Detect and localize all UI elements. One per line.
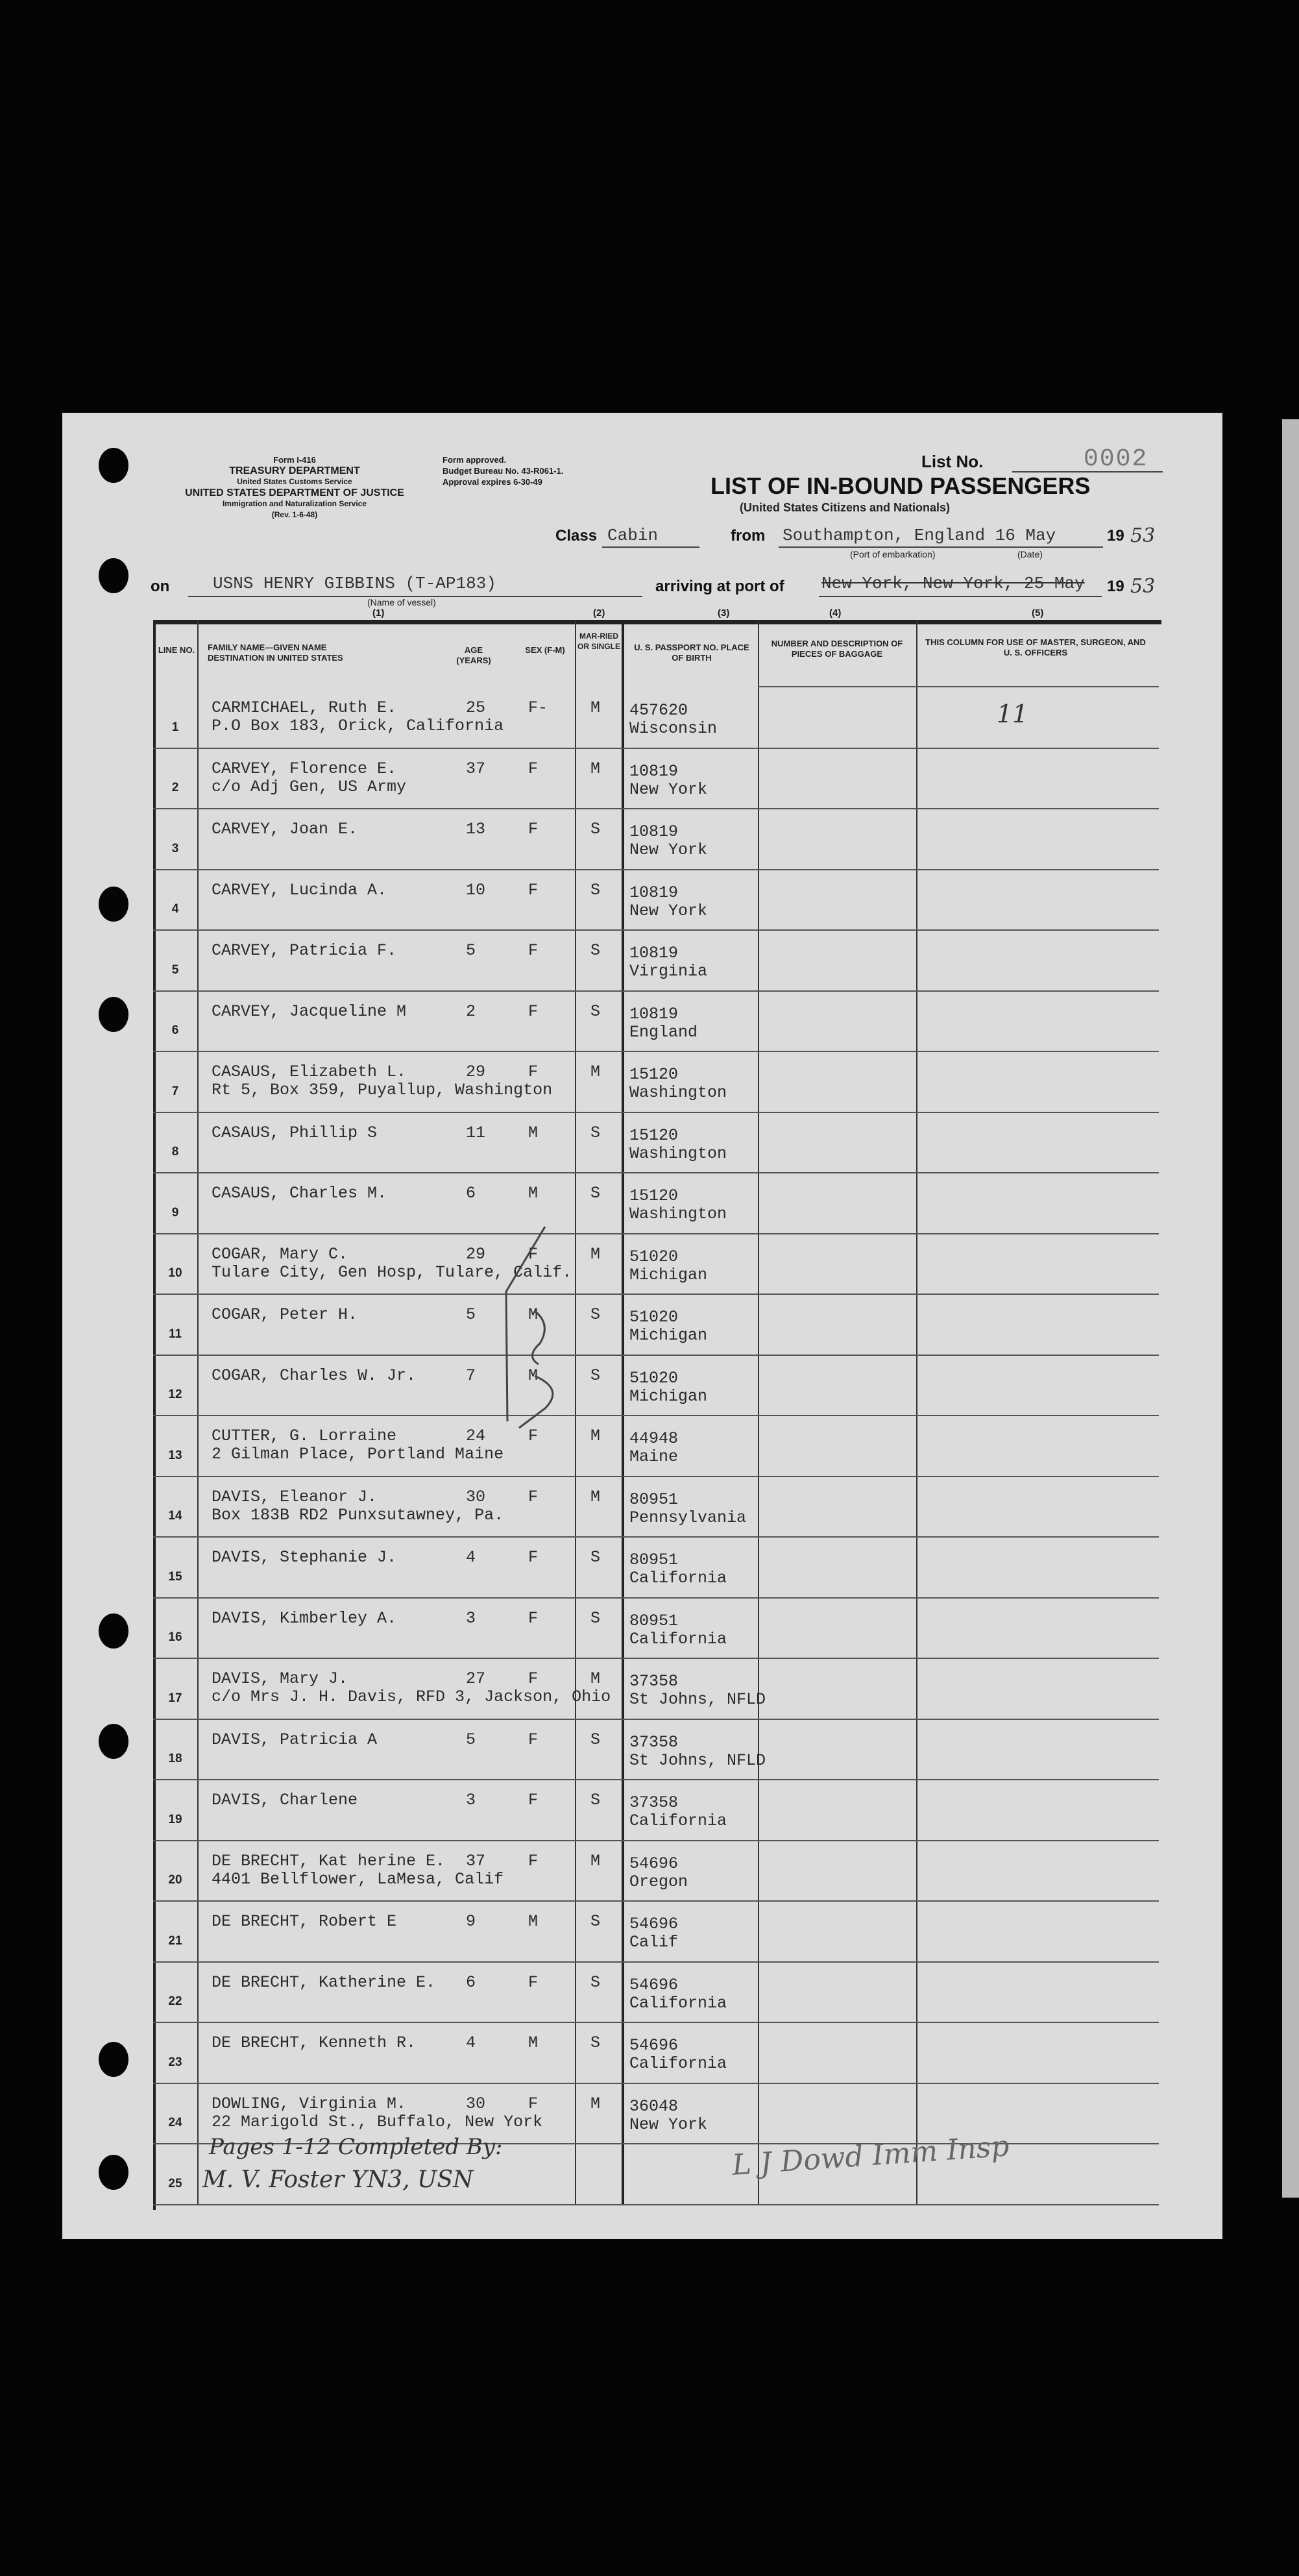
marital-status: S	[590, 1305, 601, 1324]
passenger-name: DE BRECHT, Robert E	[212, 1912, 397, 1931]
line-number: 9	[171, 1205, 179, 1220]
place-of-birth: Calif	[629, 1933, 679, 1952]
place-of-birth: Washington	[629, 1083, 727, 1102]
passenger-sex: M	[528, 2033, 539, 2052]
line-number: 16	[168, 1630, 182, 1644]
binder-hole	[99, 448, 128, 483]
line-number: 17	[168, 1691, 182, 1705]
passenger-sex: F	[528, 759, 539, 778]
passenger-age: 25	[466, 698, 486, 717]
header-baggage: NUMBER AND DESCRIPTION OF PIECES OF BAGGAGE	[771, 639, 903, 659]
place-of-birth: New York	[629, 779, 708, 799]
passenger-destination: Tulare City, Gen Hosp, Tulare, Calif.	[212, 1262, 572, 1282]
passenger-sex: M	[528, 1912, 539, 1931]
passenger-sex: F	[528, 1972, 539, 1992]
passport-number: 10819	[629, 944, 679, 963]
passenger-name: CARVEY, Jacqueline M	[212, 1001, 407, 1021]
passenger-age: 37	[466, 1851, 486, 1871]
agency-justice: UNITED STATES DEPARTMENT OF JUSTICE	[185, 487, 404, 498]
arrival-underline	[819, 596, 1102, 597]
line-number: 7	[171, 1084, 179, 1098]
passenger-age: 30	[466, 2094, 486, 2113]
passport-number: 54696	[629, 1854, 679, 1873]
header-sex: SEX (F-M)	[525, 645, 565, 655]
row-divider	[153, 1415, 1159, 1416]
handwritten-bracket-marks	[467, 1214, 571, 1434]
passport-number: 54696	[629, 1915, 679, 1933]
passport-number: 51020	[629, 1247, 679, 1266]
passport-number: 37358	[629, 1793, 679, 1812]
line-number: 4	[171, 902, 179, 916]
passenger-age: 27	[466, 1669, 486, 1688]
passenger-sex: F-	[528, 698, 548, 717]
place-of-birth: California	[629, 1569, 727, 1588]
binder-hole	[99, 558, 128, 593]
passenger-sex: M	[528, 1123, 539, 1142]
place-of-birth: St Johns, NFLD	[629, 1750, 766, 1770]
column-number-5: (5)	[1032, 607, 1044, 619]
passenger-destination: 2 Gilman Place, Portland Maine	[212, 1445, 504, 1464]
passport-number: 10819	[629, 822, 679, 841]
passenger-name: CASAUS, Phillip S	[212, 1123, 378, 1142]
marital-status: M	[590, 1244, 601, 1264]
passport-number: 51020	[629, 1308, 679, 1327]
passenger-destination: c/o Adj Gen, US Army	[212, 777, 407, 796]
passenger-destination: Box 183B RD2 Punxsutawney, Pa.	[212, 1505, 504, 1525]
passenger-sex: F	[528, 1487, 539, 1506]
page-subtitle: (United States Citizens and Nationals)	[740, 501, 951, 514]
embarkation-value: Southampton, England 16 May	[783, 526, 1056, 545]
passenger-age: 9	[466, 1912, 476, 1931]
passenger-age: 4	[466, 1548, 476, 1567]
row-divider	[153, 1233, 1159, 1234]
passenger-name: DOWLING, Virginia M.	[212, 2094, 407, 2113]
row-divider	[153, 1719, 1159, 1720]
passenger-name: CUTTER, G. Lorraine	[212, 1427, 397, 1445]
header-married: MAR-RIED OR SINGLE	[577, 632, 621, 651]
marital-status: S	[590, 1791, 601, 1809]
passenger-sex: F	[528, 1548, 539, 1567]
passenger-name: DAVIS, Stephanie J.	[212, 1548, 397, 1567]
completed-by-note: Pages 1-12 Completed By:	[209, 2134, 503, 2160]
row-divider	[153, 1961, 1159, 1963]
place-of-birth: Michigan	[629, 1386, 708, 1406]
passenger-name: COGAR, Peter H.	[212, 1305, 358, 1324]
header-line-no: LINE NO.	[158, 645, 195, 655]
marital-status: S	[590, 2033, 601, 2052]
passenger-age: 3	[466, 1608, 476, 1628]
marital-status: M	[590, 759, 601, 778]
marital-status: M	[590, 2094, 601, 2113]
passenger-name: CARVEY, Joan E.	[212, 820, 358, 839]
passenger-destination: Rt 5, Box 359, Puyallup, Washington	[212, 1081, 553, 1099]
line-number: 21	[168, 1933, 182, 1948]
passenger-sex: F	[528, 1427, 539, 1445]
marital-status: S	[590, 1972, 601, 1992]
port-caption: (Port of embarkation)	[850, 549, 936, 559]
form-number: Form I-416	[273, 455, 316, 465]
passenger-name: CASAUS, Elizabeth L.	[212, 1062, 407, 1081]
place-of-birth: Michigan	[629, 1326, 708, 1345]
row-divider	[153, 1597, 1159, 1599]
line-number: 25	[168, 2176, 182, 2190]
passport-number: 15120	[629, 1125, 679, 1145]
place-of-birth: Washington	[629, 1205, 727, 1223]
place-of-birth: California	[629, 2054, 727, 2073]
passenger-age: 6	[466, 1972, 476, 1992]
header-name: FAMILY NAME—GIVEN NAME DESTINATION IN UNITED STATES	[208, 643, 343, 663]
passport-number: 36048	[629, 2096, 679, 2116]
passenger-age: 5	[466, 1305, 476, 1324]
passenger-sex: F	[528, 1669, 539, 1688]
line-number: 8	[171, 1145, 179, 1159]
passenger-destination: 4401 Bellflower, LaMesa, Calif	[212, 1869, 504, 1889]
column-number-2: (2)	[593, 607, 605, 619]
line-number: 19	[168, 1812, 182, 1826]
passenger-sex: F	[528, 941, 539, 960]
passenger-age: 11	[466, 1123, 486, 1142]
place-of-birth: California	[629, 1629, 727, 1649]
approval-line: Form approved.	[443, 455, 507, 465]
on-label: on	[151, 578, 170, 595]
passenger-sex: F	[528, 880, 539, 900]
list-no-label: List No.	[921, 452, 984, 471]
row-divider	[153, 1051, 1159, 1052]
line-number: 2	[171, 781, 179, 794]
header-rule	[758, 686, 1159, 687]
passport-number: 10819	[629, 883, 679, 902]
place-of-birth: New York	[629, 901, 708, 920]
class-underline	[602, 546, 699, 548]
passenger-age: 5	[466, 941, 476, 960]
passenger-name: COGAR, Charles W. Jr.	[212, 1366, 417, 1385]
passenger-sex: F	[528, 1244, 539, 1264]
marital-status: M	[590, 1851, 601, 1871]
marital-status: S	[590, 1184, 601, 1203]
bracket-stroke	[506, 1227, 545, 1421]
place-of-birth: Virginia	[629, 962, 708, 981]
marital-status: S	[590, 1548, 601, 1567]
place-of-birth: New York	[629, 840, 708, 859]
line-number: 1	[171, 720, 179, 734]
marital-status: M	[590, 1062, 601, 1081]
row-divider	[153, 1172, 1159, 1173]
passenger-sex: F	[528, 1608, 539, 1628]
row-divider	[153, 1840, 1159, 1841]
passenger-sex: F	[528, 1730, 539, 1749]
completed-by-signature: M. V. Foster YN3, USN	[202, 2166, 474, 2193]
line-number: 10	[168, 1266, 182, 1280]
passenger-name: DAVIS, Mary J.	[212, 1669, 348, 1688]
row-divider	[153, 2083, 1159, 2084]
approval-block	[443, 454, 637, 487]
passenger-name: CARVEY, Patricia F.	[212, 941, 397, 960]
vessel-caption: (Name of vessel)	[367, 597, 436, 607]
adjacent-page-edge	[1282, 419, 1299, 2198]
passenger-age: 37	[466, 759, 486, 778]
row-divider	[153, 1779, 1159, 1780]
binder-hole	[99, 2042, 128, 2077]
passenger-name: COGAR, Mary C.	[212, 1244, 348, 1264]
passport-number: 54696	[629, 2036, 679, 2055]
passenger-age: 3	[466, 1791, 476, 1809]
marital-status: S	[590, 1366, 601, 1385]
passport-number: 37358	[629, 1672, 679, 1691]
passport-number: 44948	[629, 1429, 679, 1448]
col-divider	[916, 620, 917, 2205]
place-of-birth: Michigan	[629, 1265, 708, 1284]
from-underline	[779, 546, 1103, 548]
line-number: 15	[168, 1569, 182, 1584]
row-divider	[153, 748, 1159, 749]
passenger-destination: c/o Mrs J. H. Davis, RFD 3, Jackson, Ohio	[212, 1687, 611, 1706]
passport-number: 54696	[629, 1975, 679, 1994]
place-of-birth: Pennsylvania	[629, 1508, 747, 1527]
passenger-age: 29	[466, 1062, 486, 1081]
agency-ins: Immigration and Naturalization Service	[222, 499, 367, 508]
header-passport: U. S. PASSPORT NO. PLACE OF BIRTH	[634, 643, 749, 663]
line-number: 3	[171, 841, 179, 855]
line-number: 13	[168, 1448, 182, 1462]
passenger-age: 13	[466, 820, 486, 839]
binder-hole	[99, 997, 128, 1032]
line-number: 20	[168, 1873, 182, 1887]
row-divider	[153, 808, 1159, 809]
row-divider	[153, 1294, 1159, 1295]
column-number-4: (4)	[829, 607, 842, 619]
marital-status: S	[590, 880, 601, 900]
binder-hole	[99, 1613, 128, 1649]
row-divider	[153, 2022, 1159, 2023]
marital-status: M	[590, 698, 601, 717]
approval-expiry: Approval expires 6-30-49	[443, 477, 542, 487]
header-officers: THIS COLUMN FOR USE OF MASTER, SURGEON, AND U. S. OFFICERS	[925, 637, 1146, 657]
place-of-birth: California	[629, 1811, 727, 1830]
line-number: 6	[171, 1024, 179, 1037]
col-divider	[575, 620, 576, 2205]
passenger-age: 29	[466, 1244, 486, 1264]
line-number: 11	[168, 1327, 182, 1341]
passenger-destination: 22 Marigold St., Buffalo, New York	[212, 2112, 543, 2131]
date-caption: (Date)	[1017, 549, 1043, 559]
year-arrival-value: 53	[1130, 575, 1156, 598]
passenger-name: CARVEY, Lucinda A.	[212, 880, 387, 900]
marital-status: S	[590, 820, 601, 839]
place-of-birth: California	[629, 1993, 727, 2013]
agency-treasury: TREASURY DEPARTMENT	[229, 465, 360, 476]
place-of-birth: St Johns, NFLD	[629, 1690, 766, 1709]
row-divider	[153, 2204, 1159, 2205]
arrival-value: New York, New York, 25 May	[821, 574, 1085, 593]
passenger-sex: F	[528, 1062, 539, 1081]
passport-number: 80951	[629, 1490, 679, 1509]
passport-number: 51020	[629, 1368, 679, 1388]
place-of-birth: Washington	[629, 1144, 727, 1163]
passenger-age: 5	[466, 1730, 476, 1749]
marital-status: S	[590, 1608, 601, 1628]
place-of-birth: Maine	[629, 1447, 679, 1466]
line-number: 22	[168, 1994, 182, 2008]
class-value: Cabin	[607, 526, 659, 545]
passenger-sex: M	[528, 1184, 539, 1203]
line-number: 12	[168, 1388, 182, 1401]
place-of-birth: New York	[629, 2115, 708, 2134]
passenger-name: DAVIS, Eleanor J.	[212, 1487, 378, 1506]
passenger-age: 10	[466, 880, 486, 900]
passenger-name: DE BRECHT, Katherine E.	[212, 1972, 436, 1992]
marital-status: M	[590, 1427, 601, 1445]
passenger-name: DE BRECHT, Kat herine E.	[212, 1851, 446, 1871]
passenger-name: DAVIS, Kimberley A.	[212, 1608, 397, 1628]
place-of-birth: Oregon	[629, 1872, 688, 1891]
year-prefix-arrival: 19	[1107, 578, 1124, 595]
marital-status: S	[590, 1912, 601, 1931]
marital-status: S	[590, 1001, 601, 1021]
line-number: 24	[168, 2116, 182, 2129]
row-divider	[153, 1658, 1159, 1659]
place-of-birth: Wisconsin	[629, 719, 718, 738]
column-number-3: (3)	[718, 607, 730, 619]
row-divider	[153, 1536, 1159, 1538]
line-number: 18	[168, 1752, 182, 1765]
place-of-birth: England	[629, 1022, 698, 1042]
passenger-name: DAVIS, Patricia A	[212, 1730, 378, 1749]
passenger-sex: M	[528, 1305, 539, 1324]
passenger-name: CASAUS, Charles M.	[212, 1184, 387, 1203]
marital-status: S	[590, 1730, 601, 1749]
column-number-1: (1)	[372, 607, 385, 619]
year-prefix: 19	[1107, 527, 1124, 545]
passenger-sex: F	[528, 2094, 539, 2113]
passenger-sex: M	[528, 1366, 539, 1385]
passenger-age: 6	[466, 1184, 476, 1203]
agency-customs: United States Customs Service	[237, 477, 352, 486]
line-number: 5	[171, 963, 179, 977]
binder-hole	[99, 2155, 128, 2190]
passenger-destination: P.O Box 183, Orick, California	[212, 717, 504, 735]
passenger-sex: F	[528, 1791, 539, 1809]
bracket-stroke	[532, 1311, 544, 1364]
marital-status: S	[590, 941, 601, 960]
passport-number: 15120	[629, 1186, 679, 1205]
marital-status: S	[590, 1123, 601, 1142]
passport-number: 10819	[629, 1004, 679, 1024]
passenger-age: 24	[466, 1427, 486, 1445]
passenger-name: DAVIS, Charlene	[212, 1791, 358, 1809]
binder-hole	[99, 887, 128, 922]
passenger-sex: F	[528, 1851, 539, 1871]
passenger-age: 4	[466, 2033, 476, 2052]
header-age: AGE (YEARS)	[456, 645, 491, 665]
passenger-name: CARMICHAEL, Ruth E.	[212, 698, 397, 717]
binder-hole	[99, 1724, 128, 1759]
class-label: Class	[555, 527, 598, 545]
passport-number: 10819	[629, 761, 679, 781]
passenger-sex: F	[528, 820, 539, 839]
row-divider	[153, 1900, 1159, 1902]
list-no-value: 0002	[1084, 445, 1148, 473]
line-number: 23	[168, 2055, 182, 2069]
row-divider	[153, 869, 1159, 870]
form-revision: (Rev. 1-6-48)	[271, 510, 318, 519]
marital-status: M	[590, 1487, 601, 1506]
passenger-age: 30	[466, 1487, 486, 1506]
passport-number: 80951	[629, 1611, 679, 1630]
row-divider	[153, 1112, 1159, 1113]
officer-note: 11	[997, 700, 1028, 728]
row-divider	[153, 929, 1159, 931]
col-divider	[758, 620, 759, 2205]
row-divider	[153, 1476, 1159, 1477]
inspector-signature: L J Dowd Imm Insp	[731, 2129, 1010, 2182]
passport-number: 457620	[629, 701, 688, 720]
row-divider	[153, 1355, 1159, 1356]
passenger-name: CARVEY, Florence E.	[212, 759, 397, 778]
passenger-name: DE BRECHT, Kenneth R.	[212, 2033, 417, 2052]
page-title: LIST OF IN-BOUND PASSENGERS	[710, 472, 1091, 499]
col-divider	[622, 620, 624, 2205]
year-from-value: 53	[1130, 524, 1156, 547]
col-divider	[197, 620, 199, 2205]
row-divider	[153, 990, 1159, 992]
marital-status: M	[590, 1669, 601, 1688]
vessel-name: USNS HENRY GIBBINS (T-AP183)	[213, 574, 496, 593]
passenger-sex: F	[528, 1001, 539, 1021]
bracket-stroke	[519, 1376, 553, 1428]
from-label: from	[731, 527, 766, 545]
form-agency-block	[152, 454, 437, 521]
passenger-age: 2	[466, 1001, 476, 1021]
arriving-label: arriving at port of	[655, 578, 784, 595]
passport-number: 80951	[629, 1551, 679, 1569]
line-number: 14	[168, 1509, 182, 1523]
passport-number: 15120	[629, 1065, 679, 1084]
budget-bureau: Budget Bureau No. 43-R061-1.	[443, 466, 564, 476]
passenger-age: 7	[466, 1366, 476, 1385]
passport-number: 37358	[629, 1732, 679, 1752]
